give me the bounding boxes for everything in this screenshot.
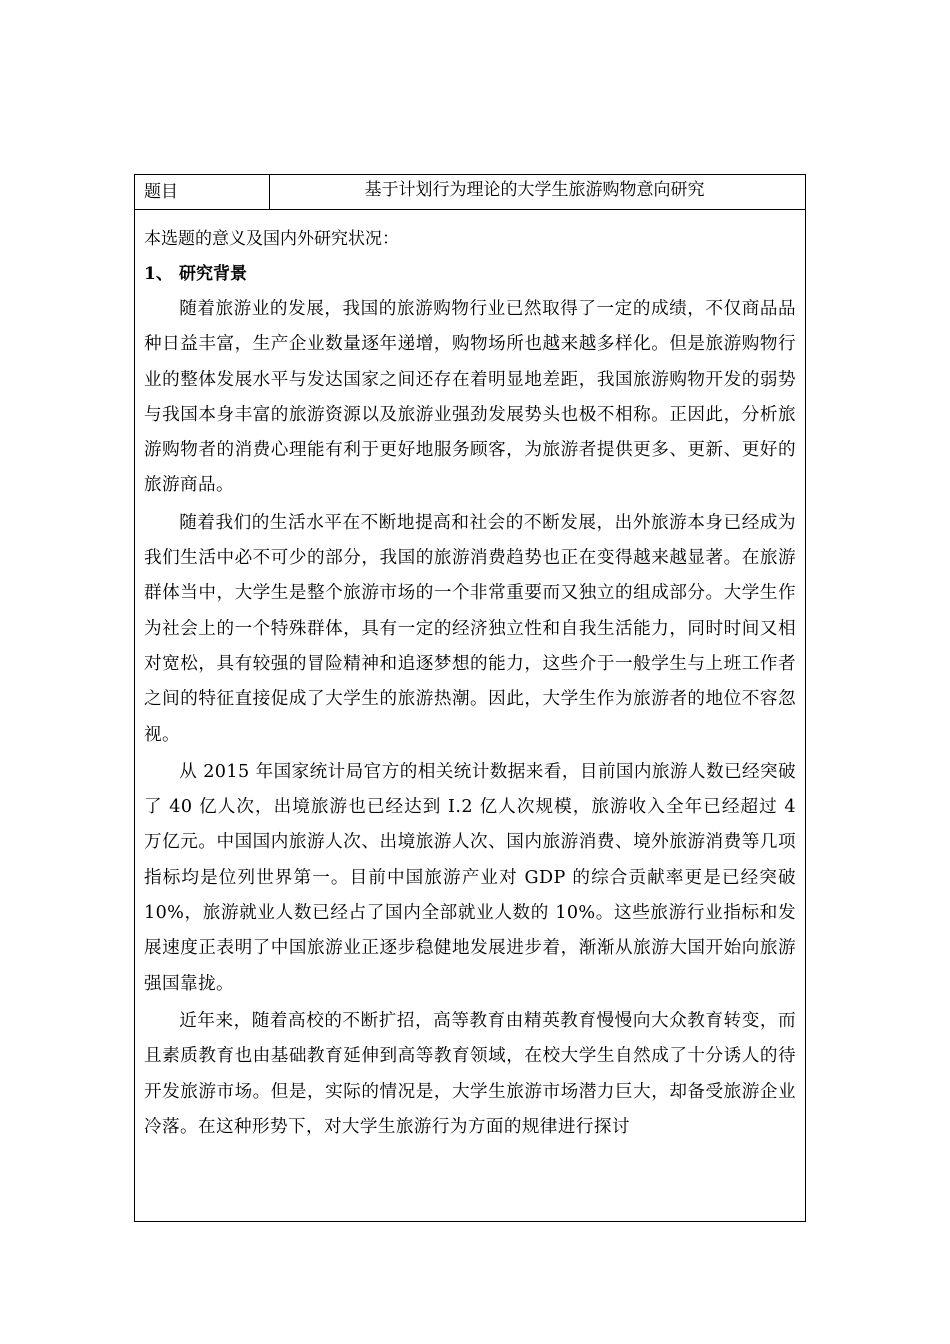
paragraph: 随着我们的生活水平在不断地提高和社会的不断发展，出外旅游本身已经成为我们生活中必不可少的部分，我国的旅游消费趋势也正在变得越来越显著。在旅游群体当中，大学生是整个旅游市场的一个非常重要而又独立的组成部分。大学生作为社会上的一个特殊群体，具有一定的经济独立性和自我生活能力，同时时间又相对宽松，具有较强的冒险精神和追逐梦想的能力，这些介于一般学生与上班工作者之间的特征直接促成了大学生的旅游热潮。因此，大学生作为旅游者的地位不容忽视。 (144, 512, 796, 745)
section-number: 1、 (144, 264, 173, 284)
paragraph: 随着旅游业的发展，我国的旅游购物行业已然取得了一定的成绩，不仅商品品种日益丰富，生产企业数量逐年递增，购物场所也越来越多样化。但是旅游购物行业的整体发展水平与发达国家之间还存在着明显地差距，我国旅游购物开发的弱势与我国本身丰富的旅游资源以及旅游业强劲发展势头也极不相称。正因此，分析旅游购物者的消费心理能有利于更好地服务顾客，为旅游者提供更多、更新、更好的旅游商品。 (144, 299, 796, 496)
intro-line: 本选题的意义及国内外研究状况： (144, 229, 399, 249)
section-heading (144, 257, 796, 292)
title-label: 题目 (135, 175, 270, 209)
paragraph: 近年来，随着高校的不断扩招，高等教育由精英教育慢慢向大众教育转变，而且素质教育也由基础教育延伸到高等教育领域，在校大学生自然成了十分诱人的待开发旅游市场。但是，实际的情况是，大学生旅游市场潜力巨大，却备受旅游企业冷落。在这种形势下，对大学生旅游行为方面的规律进行探讨 (144, 1010, 796, 1137)
title-row (135, 175, 805, 210)
proposal-form-table (134, 174, 806, 1222)
paragraph: 从 2015 年国家统计局官方的相关统计数据来看，目前国内旅游人数已经突破了 40 亿人次，出境旅游也已经达到 I.2 亿人次规模，旅游收入全年已经超过 4 万亿元。中国国内旅游人次、出境旅游人次、国内旅游消费、境外旅游消费等几项指标均是位列世界第一。目前中国旅游产业对 GDP 的综合贡献率更是已经突破 10%，旅游就业人数已经占了国内全部就业人数的 10%。这些旅游行业指标和发展速度正表明了中国旅游业正逐步稳健地发展进步着，渐渐从旅游大国开始向旅游强国靠拢。 (144, 761, 796, 994)
section-heading-text: 研究背景 (179, 264, 247, 284)
thesis-title: 基于计划行为理论的大学生旅游购物意向研究 (364, 180, 705, 200)
content-cell (135, 210, 805, 1221)
